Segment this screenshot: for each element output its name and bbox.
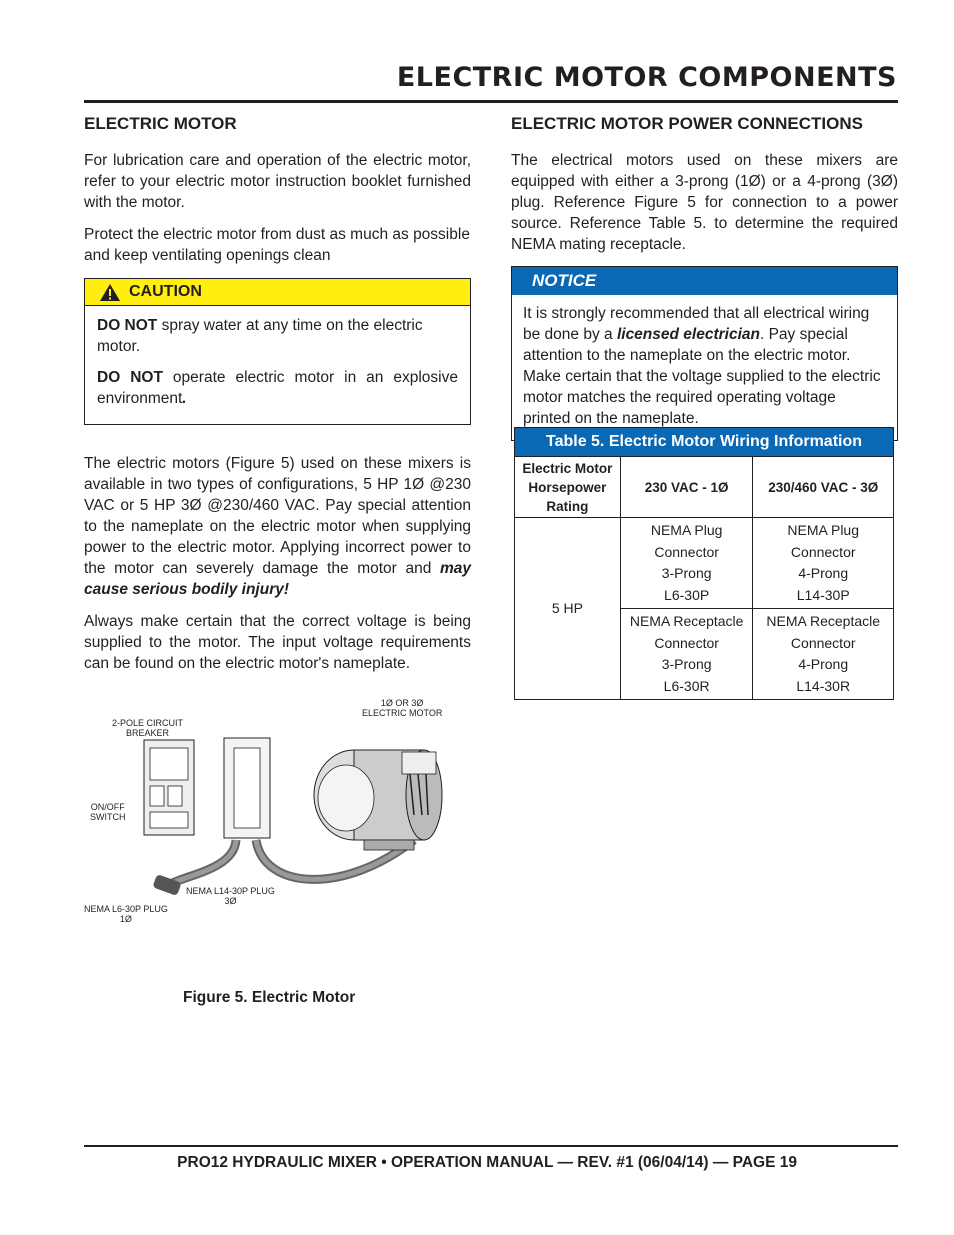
cell-line: 3-Prong	[661, 565, 712, 581]
cell-line: L6-30R	[663, 677, 710, 694]
header-230-460-3ph: 230/460 VAC - 3Ø	[753, 457, 894, 518]
wiring-table-grid	[514, 456, 894, 700]
cell-line: 4-Prong	[798, 565, 849, 581]
plug-paragraph: The electrical motors used on these mixers are equipped with either a 3-prong (1Ø) or a 4-prong (3Ø) plug. Reference Figure 5 for connection to a power source. Reference Table 5. to determine the required NEMA mating receptacle.	[511, 152, 898, 253]
configurations-text: The electric motors (Figure 5) used on these mixers is available in two types of configurations, 5 HP 1Ø @230 VAC or 5 HP 3Ø @230/460 VAC. Pay special attention to the nameplate on the electric motor when supplying power to the electric motor. Applying incorrect power to the motor can severely damage the motor and	[84, 455, 471, 577]
wiring-table	[514, 427, 894, 700]
rating-cell: 5 HP	[515, 518, 621, 700]
table-header-row	[515, 457, 894, 518]
power-connections-heading: ELECTRIC MOTOR POWER CONNECTIONS	[511, 114, 863, 133]
switch-label: ON/OFF SWITCH	[90, 802, 126, 822]
header-horsepower: Electric Motor Horsepower Rating	[515, 457, 621, 518]
motor-label: 1Ø OR 3Ø ELECTRIC MOTOR	[362, 698, 443, 718]
caution-line-2-text: operate electric motor in an explosive environment	[97, 369, 458, 407]
cell-line: Connector	[790, 634, 856, 651]
header-230-1ph: 230 VAC - 1Ø	[620, 457, 753, 518]
left-column	[84, 114, 471, 685]
caution-line-1-emph: DO NOT	[97, 317, 158, 334]
cell-line: Connector	[654, 543, 719, 560]
configurations-paragraph	[84, 453, 471, 600]
notice-body	[512, 295, 897, 440]
caution-line-2	[97, 367, 458, 409]
cell-line: NEMA Receptacle	[766, 613, 881, 629]
figure-caption: Figure 5. Electric Motor	[183, 989, 356, 1006]
notice-text-a: It is strongly recommended that all electrical wiring be done by a	[523, 305, 870, 343]
cell-line: NEMA Receptacle	[629, 613, 744, 629]
table-cell	[620, 518, 753, 609]
notice-text-b: . Pay special attention to the nameplate on the electric motor. Make certain that the voltage supplied to the electric motor matches the required operating voltage printed on the nameplate.	[523, 326, 881, 427]
table-row	[515, 518, 894, 609]
notice-text-emph: licensed electrician	[616, 326, 760, 343]
lubrication-paragraph: For lubrication care and operation of the electric motor, refer to your electric motor instruction booklet furnished with the motor.	[84, 152, 471, 211]
l6-plug-label: NEMA L6-30P PLUG 1Ø	[84, 904, 168, 924]
caution-label: CAUTION	[129, 283, 202, 300]
injury-warning-text: may cause serious bodily injury!	[84, 560, 471, 598]
electric-motor-figure	[84, 690, 484, 930]
notice-header: NOTICE	[512, 267, 897, 295]
cell-line: Connector	[654, 634, 719, 651]
table-cell	[753, 609, 894, 700]
cell-line: Connector	[790, 543, 856, 560]
electric-motor-heading: ELECTRIC MOTOR	[84, 114, 237, 133]
cell-line: 4-Prong	[798, 656, 849, 672]
table-cell	[753, 518, 894, 609]
right-column	[511, 114, 898, 441]
caution-body	[85, 306, 470, 424]
voltage-paragraph: Always make certain that the correct voltage is being supplied to the motor. The input voltage requirements can be found on the electric motor's nameplate.	[84, 613, 471, 672]
caution-line-1-text: spray water at any time on the electric motor.	[97, 317, 423, 355]
cell-line: 3-Prong	[661, 656, 712, 672]
title-rule	[84, 100, 898, 103]
cell-line: NEMA Plug	[650, 522, 723, 538]
caution-line-2-emph: DO NOT	[97, 369, 163, 386]
table-cell	[620, 609, 753, 700]
dust-paragraph: Protect the electric motor from dust as much as possible and keep ventilating openings clean	[84, 226, 470, 264]
l14-plug-label: NEMA L14-30P PLUG 3Ø	[186, 886, 275, 906]
notice-box	[511, 266, 898, 441]
notice-text	[523, 303, 886, 429]
page-title: ELECTRIC MOTOR COMPONENTS	[396, 62, 897, 93]
warning-triangle-icon	[99, 283, 121, 302]
page-footer: PRO12 HYDRAULIC MIXER • OPERATION MANUAL — REV. #1 (06/04/14) — PAGE 19	[177, 1154, 797, 1171]
caution-box	[84, 278, 471, 425]
cell-line: L14-30R	[796, 677, 851, 694]
cell-line: L14-30P	[796, 586, 850, 603]
caution-line-2-end: .	[182, 390, 187, 407]
breaker-label: 2-POLE CIRCUIT BREAKER	[112, 718, 184, 738]
cell-line: L6-30P	[664, 586, 710, 603]
caution-header	[85, 279, 470, 306]
table-title: Table 5. Electric Motor Wiring Information	[514, 427, 894, 456]
footer-rule	[84, 1145, 898, 1147]
cell-line: NEMA Plug	[787, 522, 860, 538]
caution-line-1	[97, 315, 458, 357]
